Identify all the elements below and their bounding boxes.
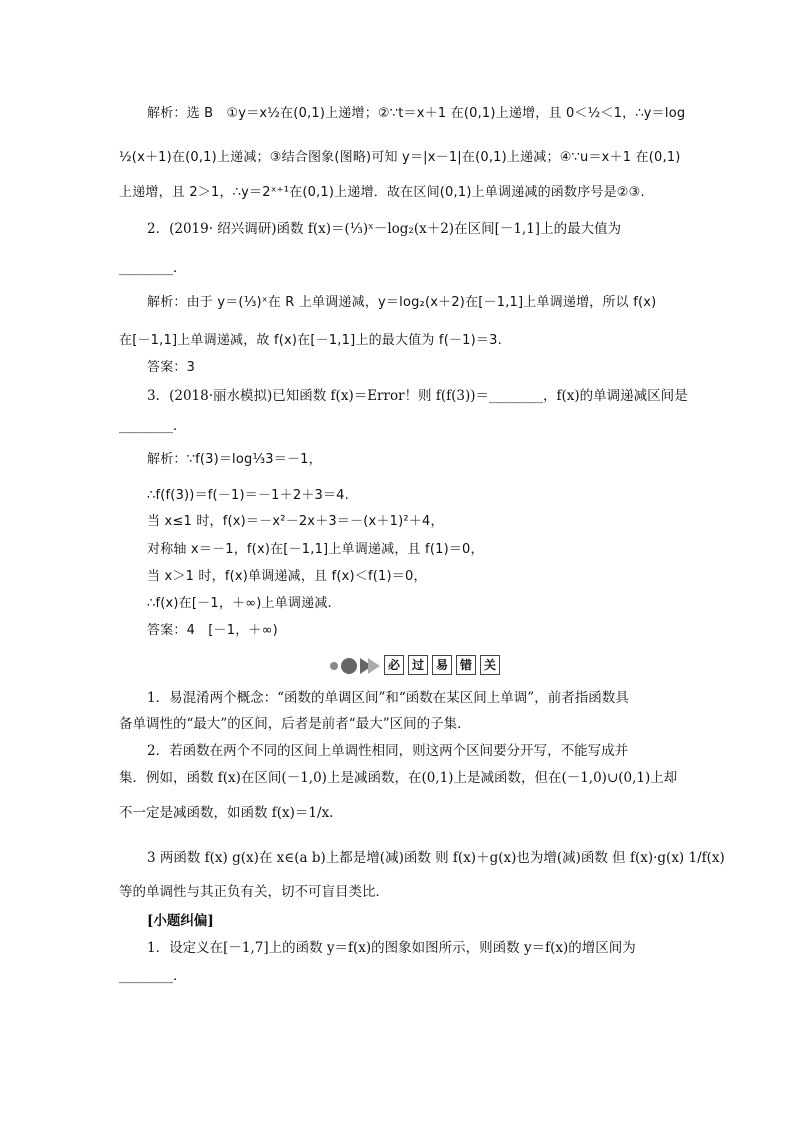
answer-blank: ________．: [119, 418, 187, 434]
banner-char: 关: [480, 655, 500, 675]
section-banner: [330, 655, 496, 677]
answer-blank: ________．: [119, 968, 187, 984]
banner-dot-icon: [330, 662, 338, 670]
banner-char: 过: [408, 655, 428, 675]
solution-line-10: 当 x＞1 时，f(x)单调递减，且 f(x)＜f(1)＝0，: [147, 569, 427, 584]
note-line-3: 2．若函数在两个不同的区间上单调性相同，则这两个区间要分开写，不能写成并: [147, 743, 629, 759]
banner-dot-icon: [341, 658, 357, 674]
solution-line-7: ∴f(f(3))＝f(－1)＝－1＋2＋3＝4.: [147, 488, 349, 503]
solution-line-1: 解析：选 B ①y＝x½在(0,1)上递增；②∵t＝x＋1 在(0,1)上递增，且 0＜½＜1，∴y＝log: [147, 106, 686, 121]
solution-line-2: ½(x＋1)在(0,1)上递减；③结合图象(图略)可知 y＝|x－1|在(0,1)上递减；④∵u＝x＋1 在(0,1): [119, 150, 681, 165]
solution-line-11: ∴f(x)在[－1，＋∞)上单调递减.: [147, 596, 332, 611]
answer-line: 答案：3: [147, 360, 196, 375]
answer-line: 答案：4 [－1，＋∞): [147, 623, 278, 638]
note-line-5: 不一定是减函数，如函数 f(x)＝1/x.: [119, 805, 334, 821]
question-3: 3．(2018·丽水模拟)已知函数 f(x)＝Error！则 f(f(3))＝________，f(x)的单调递减区间是: [147, 388, 688, 404]
banner-char: 错: [456, 655, 476, 675]
solution-line-9: 对称轴 x＝－1，f(x)在[－1,1]上单调递减，且 f(1)＝0，: [147, 542, 484, 557]
solution-line-3: 上递增，且 2＞1，∴y＝2ˣ⁺¹在(0,1)上递增．故在区间(0,1)上单调递减的函数序号是②③.: [119, 185, 645, 200]
banner-char: 必: [384, 655, 404, 675]
banner-char: 易: [432, 655, 452, 675]
solution-line-5: 在[－1,1]上单调递减，故 f(x)在[－1,1]上的最大值为 f(－1)＝3.: [119, 333, 502, 348]
question-4: 1．设定义在[－1,7]上的函数 y＝f(x)的图象如图所示，则函数 y＝f(x)的增区间为: [147, 940, 636, 956]
note-line-7: 等的单调性与其正负有关，切不可盲目类比．: [119, 884, 389, 900]
answer-blank: ________．: [119, 260, 187, 276]
question-2: 2．(2019· 绍兴调研)函数 f(x)＝(⅓)ˣ－log₂(x＋2)在区间[－1,1]上的最大值为: [147, 221, 622, 237]
note-line-1: 1．易混淆两个概念：“函数的单调区间”和“函数在某区间上单调”，前者指函数具: [147, 690, 629, 706]
solution-line-4: 解析：由于 y＝(⅓)ˣ在 R 上单调递减，y＝log₂(x＋2)在[－1,1]上单调递增，所以 f(x): [147, 295, 657, 310]
section-heading: [小题纠偏]: [147, 913, 214, 929]
note-line-6: 3 两函数 f(x) g(x)在 x∈(a b)上都是增(减)函数 则 f(x)＋g(x)也为增(减)函数 但 f(x)·g(x) 1/f(x): [147, 850, 725, 866]
solution-line-8: 当 x≤1 时，f(x)＝－x²－2x＋3＝－(x＋1)²＋4，: [147, 514, 444, 529]
note-line-4: 集．例如，函数 f(x)在区间(－1,0)上是减函数，在(0,1)上是减函数，但在(－1,0)∪(0,1)上却: [119, 770, 678, 786]
note-line-2: 备单调性的“最大”的区间，后者是前者“最大”区间的子集．: [119, 716, 471, 732]
solution-line-6: 解析：∵f(3)＝log⅓3＝－1，: [147, 452, 322, 467]
banner-arrow-icon: [368, 658, 380, 674]
